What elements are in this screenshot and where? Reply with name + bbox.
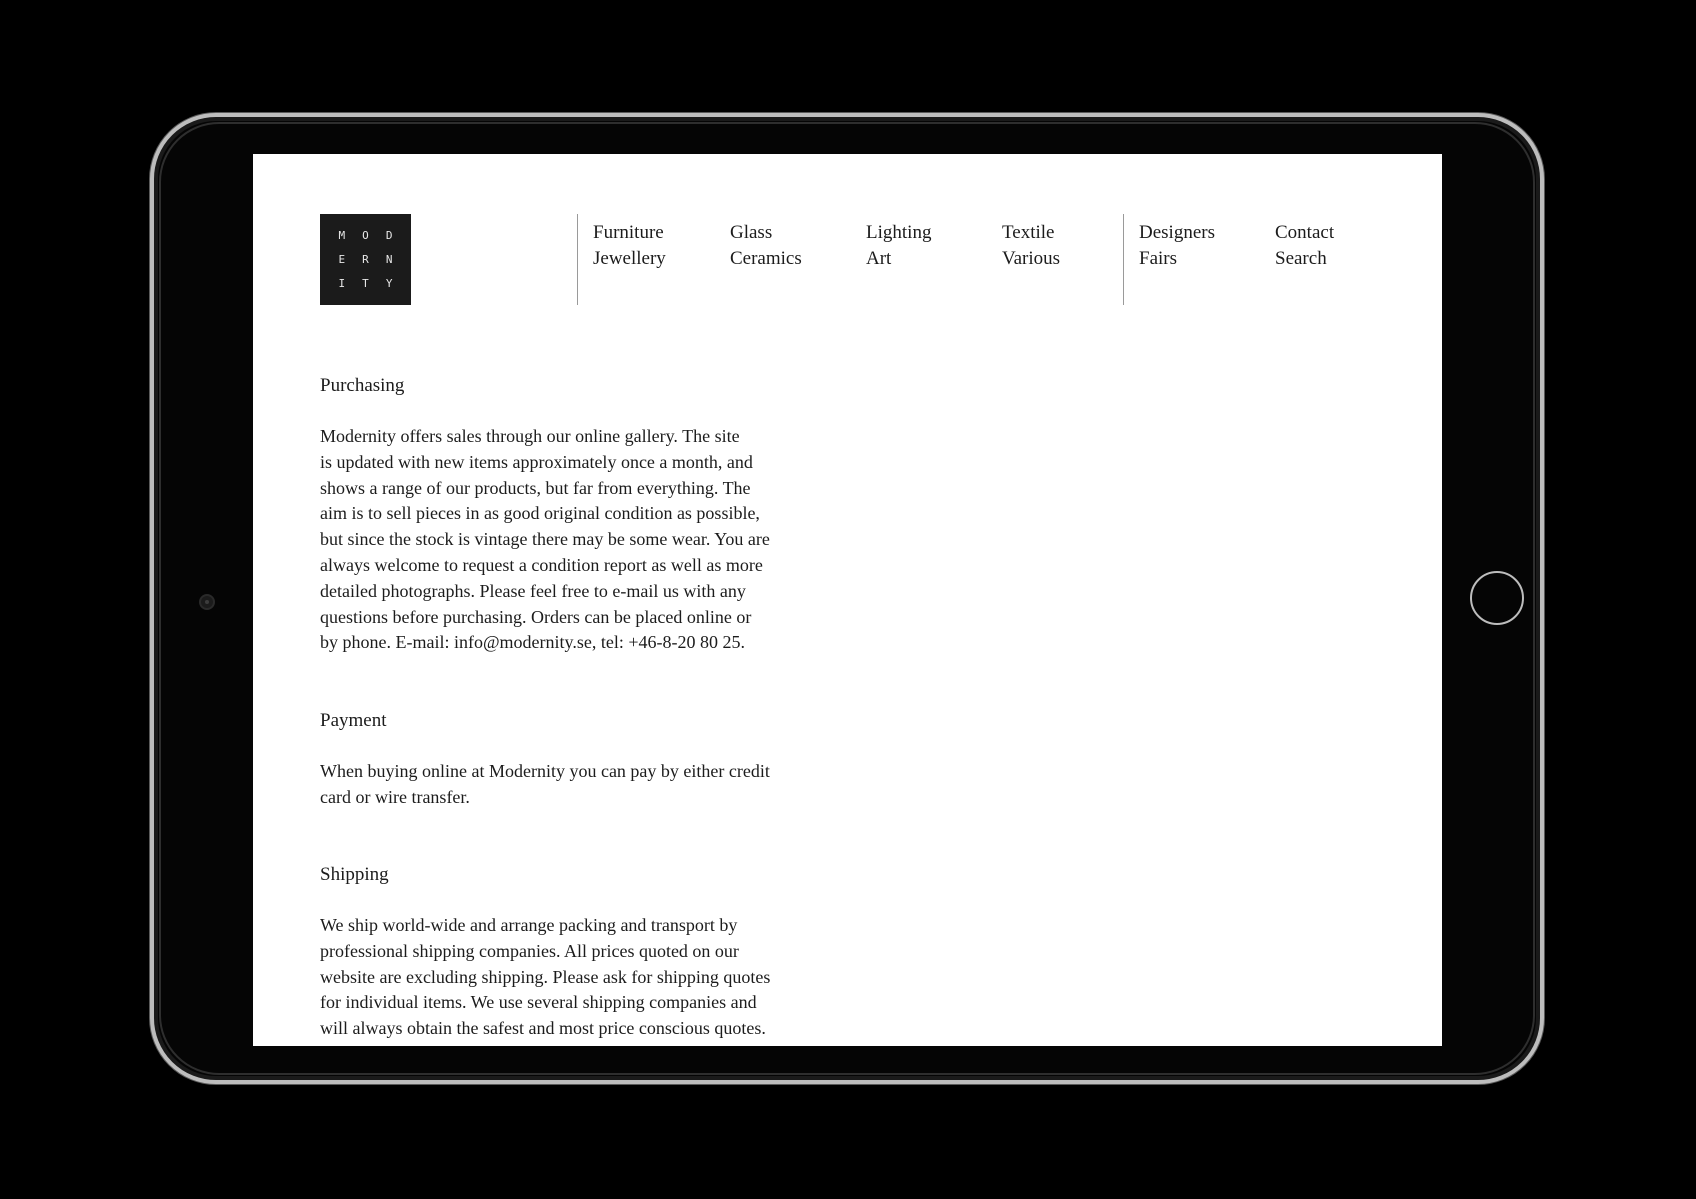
nav-group-4: [1002, 220, 1060, 272]
logo-letter: I: [338, 277, 346, 291]
section-body-shipping: [320, 913, 840, 1042]
nav-link-ceramics[interactable]: Ceramics: [730, 248, 802, 269]
nav-divider: [577, 214, 578, 305]
logo-letter: N: [385, 252, 393, 266]
front-camera-icon: [201, 596, 213, 608]
section-body-purchasing: [320, 424, 840, 656]
nav-link-furniture[interactable]: Furniture: [593, 222, 664, 243]
nav-link-lighting[interactable]: Lighting: [866, 222, 932, 243]
nav-link-designers[interactable]: Designers: [1139, 222, 1215, 243]
logo-letter: D: [385, 228, 393, 242]
nav-group-6: [1275, 220, 1334, 272]
logo-letter: E: [338, 252, 346, 266]
logo-letter: R: [362, 252, 369, 266]
nav-link-search[interactable]: Search: [1275, 248, 1327, 269]
nav-link-various[interactable]: Various: [1002, 248, 1061, 269]
modernity-logo[interactable]: [320, 214, 411, 305]
section-title-purchasing: Purchasing: [320, 375, 405, 396]
text-line: We ship world-wide and arrange packing and transport by: [320, 915, 738, 935]
logo-letter: M: [338, 228, 346, 242]
text-line: is updated with new items approximately once a month, and: [320, 451, 753, 472]
text-line: detailed photographs. Please feel free to e-mail us with any: [320, 580, 746, 601]
text-line: aim is to sell pieces in as good original condition as possible,: [320, 503, 760, 524]
nav-link-contact[interactable]: Contact: [1275, 222, 1335, 243]
website-screen: [253, 154, 1442, 1046]
nav-group-2: [730, 220, 802, 272]
nav-link-glass[interactable]: Glass: [730, 222, 773, 243]
nav-link-art[interactable]: Art: [866, 248, 892, 269]
text-line: When buying online at Modernity you can pay by either credit: [320, 761, 770, 781]
nav-link-textile[interactable]: Textile: [1002, 222, 1055, 243]
nav-group-1: [593, 220, 666, 272]
text-line: by phone. E-mail: info@modernity.se, tel: +46-8-20 80 25.: [320, 632, 745, 653]
text-line: questions before purchasing. Orders can be placed online or: [320, 606, 752, 627]
text-line: Modernity offers sales through our online gallery. The site: [320, 426, 740, 446]
text-line: but since the stock is vintage there may be some wear. You are: [320, 529, 770, 550]
logo-letter: T: [362, 277, 369, 291]
text-line: will always obtain the safest and most price conscious quotes.: [320, 1018, 766, 1039]
home-button[interactable]: [1470, 571, 1524, 625]
text-line: for individual items. We use several shipping companies and: [320, 992, 757, 1013]
section-title-payment: Payment: [320, 710, 387, 731]
section-title-shipping: Shipping: [320, 864, 389, 885]
nav-group-5: [1139, 220, 1215, 272]
nav-link-jewellery[interactable]: Jewellery: [593, 248, 666, 269]
logo-letter: O: [362, 228, 369, 242]
section-body-payment: [320, 759, 840, 811]
text-line: website are excluding shipping. Please ask for shipping quotes: [320, 966, 771, 987]
text-line: always welcome to request a condition report as well as more: [320, 554, 763, 575]
text-line: shows a range of our products, but far from everything. The: [320, 477, 751, 498]
nav-divider: [1123, 214, 1124, 305]
text-line: card or wire transfer.: [320, 786, 470, 807]
logo-letter: Y: [385, 277, 393, 291]
nav-link-fairs[interactable]: Fairs: [1139, 248, 1177, 269]
nav-group-3: [866, 220, 931, 272]
text-line: professional shipping companies. All prices quoted on our: [320, 940, 739, 961]
